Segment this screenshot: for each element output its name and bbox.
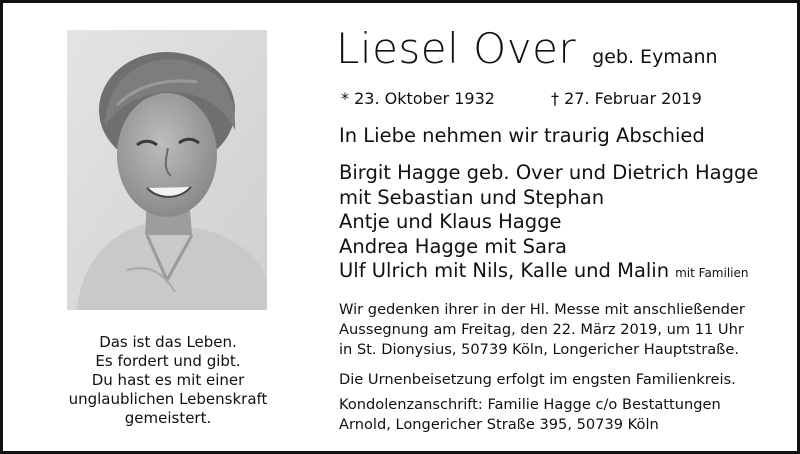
poem-line: Es fordert und gibt. <box>95 352 241 370</box>
condolence-address <box>339 395 721 435</box>
mass-info-line: Aussegnung am Freitag, den 22. März 2019, um 11 Uhr <box>339 321 744 338</box>
mourner-suffix: mit Familien <box>675 266 749 280</box>
poem-line: Das ist das Leben. <box>99 333 237 351</box>
mourner-line: Andrea Hagge mit Sara <box>339 234 567 258</box>
mass-info <box>339 300 745 360</box>
burial-info-line: Die Urnenbeisetzung erfolgt im engsten Familienkreis. <box>339 371 736 388</box>
portrait-photo <box>67 30 267 310</box>
poem <box>63 333 273 428</box>
condolence-line: Kondolenzanschrift: Familie Hagge c/o Bestattungen <box>339 396 721 413</box>
farewell-intro: In Liebe nehmen wir traurig Abschied <box>339 124 705 147</box>
mourners-list <box>339 161 758 286</box>
condolence-line: Arnold, Longericher Straße 395, 50739 Köln <box>339 416 659 433</box>
poem-line: gemeistert. <box>124 409 212 427</box>
mourner-line: Ulf Ulrich mit Nils, Kalle und Malin mit Familien <box>339 259 749 282</box>
birth-date: * 23. Oktober 1932 <box>341 89 495 108</box>
deceased-name-line <box>336 25 718 73</box>
mass-info-line: in St. Dionysius, 50739 Köln, Longericher Hauptstraße. <box>339 341 739 358</box>
maiden-name: geb. Eymann <box>592 46 718 68</box>
mass-info-line: Wir gedenken ihrer in der Hl. Messe mit anschließender <box>339 301 745 318</box>
mourner-line: Birgit Hagge geb. Over und Dietrich Hagge <box>339 161 759 184</box>
poem-line: unglaublichen Lebenskraft <box>68 390 268 408</box>
burial-info <box>339 370 736 390</box>
death-date: † 27. Februar 2019 <box>551 89 702 108</box>
deceased-name: Liesel Over <box>336 24 577 73</box>
mourner-line: mit Sebastian und Stephan <box>339 185 605 209</box>
mourner-line: Antje und Klaus Hagge <box>339 210 562 233</box>
poem-line: Du hast es mit einer <box>91 371 245 389</box>
